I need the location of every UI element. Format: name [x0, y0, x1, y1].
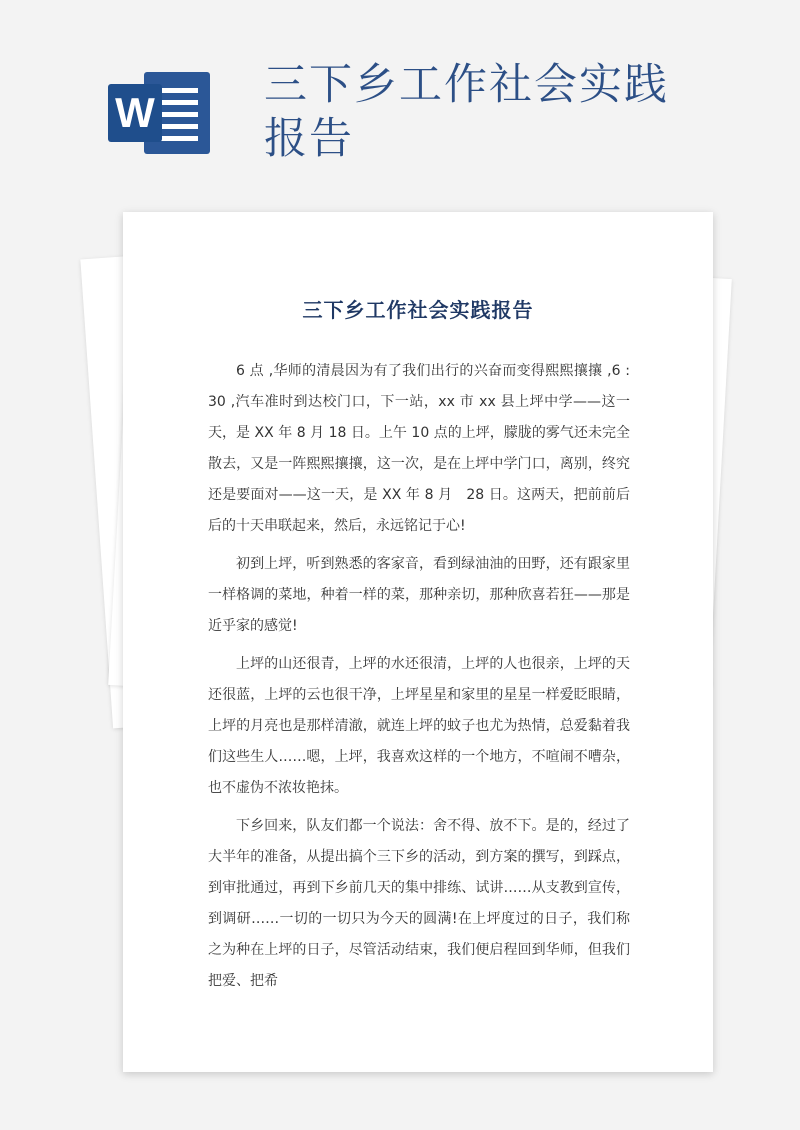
word-w-badge: W — [108, 84, 162, 142]
banner-title: 三下乡工作社会实践报告 — [264, 60, 669, 164]
paragraph: 下乡回来，队友们都一个说法：舍不得、放不下。是的，经过了大半年的准备，从提出搞个三下乡的活动，到方案的撰写，到踩点，到审批通过，再到下乡前几天的集中排练、试讲……从支教到宣传，到调研……一切的一切只为今天的圆满!在上坪度过的日子，我们称之为种在上坪的日子，尽管活动结束，我们便启程回到华师，但我们把爱、把希 — [208, 818, 630, 989]
document-title: 三下乡工作社会实践报告 — [302, 298, 534, 322]
paragraph: 6 点 ,华师的清晨因为有了我们出行的兴奋而变得熙熙攘攘 ,6 : 30 ,汽车准时到达校门口，下一站，xx 市 xx 县上坪中学——这一天，是 XX 年 8 月 18 日。上午 10 点的上坪，朦胧的雾气还未完全散去，又是一阵熙熙攘攘，这一次，是在上坪中学门口，离别，终究还是要面对——这一天，是 XX 年 8 月 28 日。这两天，把前前后后的十天串联起来，然后，永远铭记于心! — [208, 363, 630, 534]
word-icon — [108, 68, 214, 158]
paragraph: 上坪的山还很青，上坪的水还很清，上坪的人也很亲，上坪的天还很蓝，上坪的云也很干净，上坪星星和家里的星星一样爱眨眼睛，上坪的月亮也是那样清澈，就连上坪的蚊子也尤为热情，总爱黏着我们这些生人……嗯，上坪，我喜欢这样的一个地方，不喧闹不嘈杂，也不虚伪不浓妆艳抹。 — [208, 656, 630, 796]
paragraph: 初到上坪，听到熟悉的客家音，看到绿油油的田野，还有跟家里一样格调的菜地，种着一样的菜，那种亲切，那种欣喜若狂——那是近乎家的感觉! — [208, 556, 630, 634]
banner — [0, 0, 800, 200]
document-body — [208, 356, 630, 1004]
document-page — [123, 212, 713, 1072]
